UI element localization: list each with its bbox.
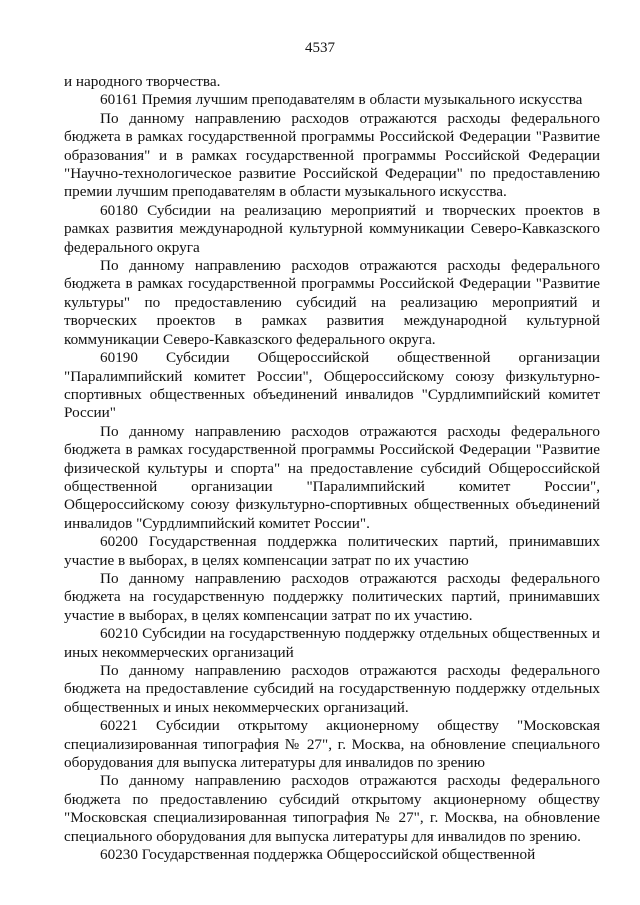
paragraph-continuation: и народного творчества. <box>64 73 221 90</box>
paragraph-code-60190-heading: 60190 Субсидии Общероссийской общественной организации "Паралимпийский комитет России", Общероссийскому союзу физкультурно-спортивных общественных объединений инвалидов "Сурдлимпийский комитет России" <box>64 349 600 422</box>
page-number: 4537 <box>305 40 335 56</box>
document-body <box>64 73 600 864</box>
paragraph-code-60230-heading: 60230 Государственная поддержка Общероссийской общественной <box>100 846 536 864</box>
paragraph-code-60161-description: По данному направлению расходов отражаются расходы федерального бюджета в рамках государственной программы Российской Федерации "Развитие образования" и в рамках государственной программы Российской Федерации "Научно-технологическое развитие Российской Федерации" по предоставлению премии лучшим преподавателям в области музыкального искусства. <box>64 109 600 201</box>
paragraph-code-60221-description: По данному направлению расходов отражаются расходы федерального бюджета по предоставлению субсидий открытому акционерному обществу "Московская специализированная типография № 27", г. Москва, на обновление специального оборудования для выпуска литературы для инвалидов по зрению. <box>64 772 600 845</box>
paragraph-code-60190-description: По данному направлению расходов отражаются расходы федерального бюджета в рамках государственной программы Российской Федерации "Развитие физической культуры и спорта" на предоставление субсидий Общероссийской общественной организации "Паралимпийский комитет России", Общероссийскому союзу физкультурно-спортивных общественных объединений инвалидов "Сурдлимпийский комитет России". <box>64 422 600 532</box>
paragraph-code-60180-description: По данному направлению расходов отражаются расходы федерального бюджета в рамках государственной программы Российской Федерации "Развитие культуры" по предоставлению субсидий на реализацию мероприятий и творческих проектов в рамках развития международной культурной коммуникации Северо-Кавказского федерального округа. <box>64 257 600 348</box>
paragraph-code-60210-description: По данному направлению расходов отражаются расходы федерального бюджета на предоставление субсидий на государственную поддержку отдельных общественных и иных некоммерческих организаций. <box>64 662 600 716</box>
paragraph-code-60200-description: По данному направлению расходов отражаются расходы федерального бюджета на государственную поддержку политических партий, принимавших участие в выборах, в целях компенсации затрат по их участию. <box>64 569 600 624</box>
paragraph-code-60221-heading: 60221 Субсидии открытому акционерному обществу "Московская специализированная типография № 27", г. Москва, на обновление специального оборудования для выпуска литературы для инвалидов по зрению <box>64 717 600 772</box>
paragraph-code-60161-heading: 60161 Премия лучшим преподавателям в области музыкального искусства <box>100 91 583 109</box>
paragraph-code-60180-heading: 60180 Субсидии на реализацию мероприятий и творческих проектов в рамках развития международной культурной коммуникации Северо-Кавказского федерального округа <box>64 201 600 256</box>
paragraph-code-60210-heading: 60210 Субсидии на государственную поддержку отдельных общественных и иных некоммерческих организаций <box>64 625 600 661</box>
paragraph-code-60200-heading: 60200 Государственная поддержка политических партий, принимавших участие в выборах, в целях компенсации затрат по их участию <box>64 533 600 569</box>
